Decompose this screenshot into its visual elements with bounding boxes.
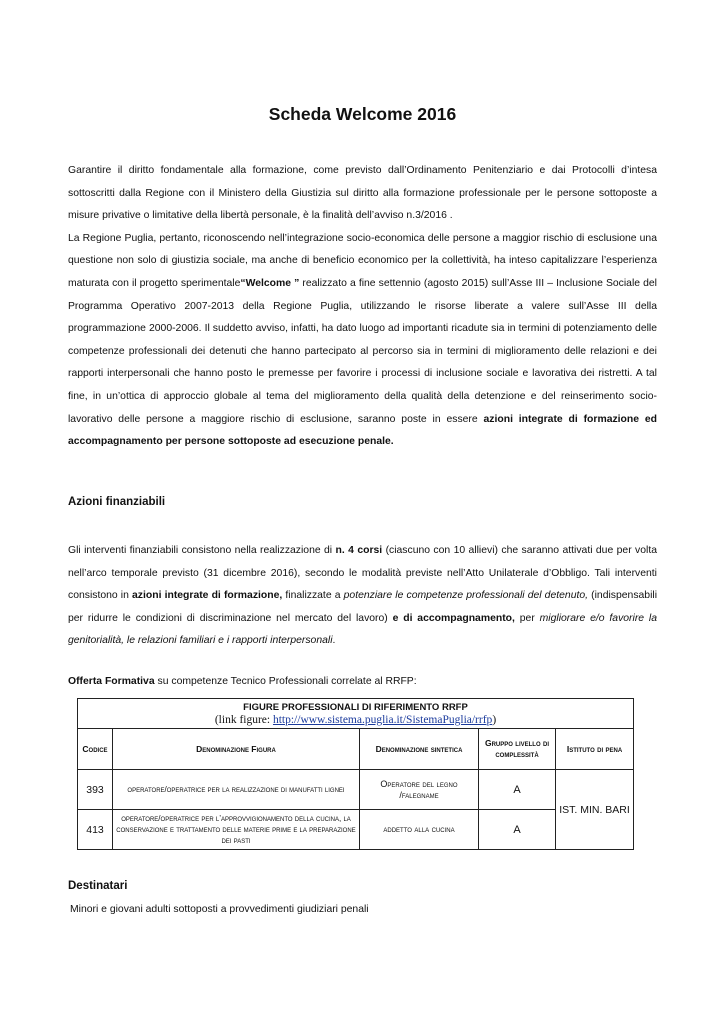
row-gruppo: A <box>479 810 556 850</box>
header-gruppo: Gruppo livello di complessità <box>479 729 556 770</box>
header-denominazione-sintetica: Denominazione sintetica <box>360 729 479 770</box>
row-codice: 413 <box>78 810 113 850</box>
table-title-row <box>78 699 634 729</box>
table-row <box>78 770 634 810</box>
link-suffix: ) <box>492 714 497 726</box>
text-span: . <box>332 635 336 647</box>
section-title-azioni: Azioni finanziabili <box>68 496 166 508</box>
section-title-destinatari: Destinatari <box>68 880 128 892</box>
destinatari-text: Minori e giovani adulti sottoposti a provvedimenti giudiziari penali <box>70 904 369 915</box>
offerta-text: su competenze Tecnico Professionali correlate al RRFP: <box>154 676 417 687</box>
row-gruppo: A <box>479 770 556 810</box>
offerta-formativa-line <box>68 676 417 687</box>
link-prefix: (link figure: <box>214 714 273 726</box>
text-span: finalizzate a <box>282 590 344 602</box>
offerta-label: Offerta Formativa <box>68 676 155 687</box>
intro-paragraph-1: Garantire il diritto fondamentale alla formazione, come previsto dall’Ordinamento Penitenziario e dai Protocolli d’intesa sottoscritti dalla Regione con il Ministero della Giustizia sul diritto alla formazione professionale per le persone sottoposte a misure privative o limitative della libertà personale, è la finalità dell’avviso n.3/2016 . <box>68 165 657 222</box>
italic-span: migliorare e/o favorire la genitorialità, le relazioni familiari e i rapporti interpersonali <box>68 612 657 647</box>
header-istituto: Istituto di pena <box>556 729 634 770</box>
intro-bold-conclusion: azioni integrate di formazione ed accompagnamento per persone sottoposte ad esecuzione penale. <box>68 413 657 448</box>
intro-text <box>68 160 657 454</box>
table-title-cell <box>78 699 634 729</box>
intro-text-span: La Regione Puglia, pertanto, riconoscendo nell’integrazione socio-economica delle persone a maggior rischio di esclusione una questione non solo di giustizia sociale, ma anche di beneficio economico per la collettività, ha inteso capitalizzare l’esperienza maturata con il progetto sperimentale <box>68 232 657 289</box>
rrfp-link[interactable]: http://www.sistema.puglia.it/SistemaPuglia/rrfp <box>272 714 493 726</box>
intro-text-span: realizzato a fine settennio (agosto 2015) sull’Asse III – Inclusione Sociale del Programma Operativo 2007-2013 della Regione Puglia, utilizzando le risorse liberate a valere sull’Asse III della programmazione 2000-2006. Il suddetto avviso, infatti, ha dato luogo ad importanti ricadute sia in termini di potenziamento delle competenze professionali dei detenuti che hanno partecipato al percorso sia in termini di miglioramento delle relazioni e dei rapporti interpersonali che hanno posto le premesse per favorire i processi di inclusione sociale e lavorativa dei ristretti. A tal fine, in un’ottica di approccio globale al tema del miglioramento della qualità della detenzione e del reinserimento socio-lavorativo delle persone a maggiore rischio di esclusione, saranno poste in essere <box>68 277 657 425</box>
bold-span: n. 4 corsi <box>335 545 383 556</box>
row-sintetica: Operatore del legno /falegname <box>360 770 479 810</box>
azioni-paragraph <box>68 540 657 653</box>
row-istituto: IST. MIN. BARI <box>556 770 634 850</box>
welcome-project-name: “Welcome ” <box>240 277 300 289</box>
header-codice: Codice <box>78 729 113 770</box>
text-span: per <box>514 612 540 624</box>
table-title: FIGURE PROFESSIONALI DI RIFERIMENTO RRFP <box>243 702 468 713</box>
page-title: Scheda Welcome 2016 <box>268 104 457 124</box>
row-figura: operatore/operatrice per la realizzazione di manufatti lignei <box>113 770 360 810</box>
table-link-line <box>81 714 630 727</box>
bold-span: azioni integrate di formazione, <box>132 590 283 602</box>
text-span: Gli interventi finanziabili consistono nella realizzazione di <box>68 545 336 556</box>
row-figura: operatore/operatrice per l’approvvigionamento della cucina, la conservazione e trattamento delle materie prime e la preparazione dei pasti <box>113 810 360 850</box>
header-denominazione-figura: Denominazione Figura <box>113 729 360 770</box>
table-row <box>78 810 634 850</box>
table-header-row <box>78 729 634 770</box>
row-codice: 393 <box>78 770 113 810</box>
bold-span: e di accompagnamento, <box>392 612 515 624</box>
figure-professionali-table <box>77 698 634 850</box>
italic-span: potenziare le competenze professionali del detenuto, <box>343 590 589 602</box>
row-sintetica: addetto alla cucina <box>360 810 479 850</box>
text-span: (ciascuno con 10 allievi) che saranno attivati due per volta nell’arco temporale previsto (31 dicembre 2016), secondo le modalità previste nell’Atto Unilaterale d’Obbligo. Tali interventi consistono in <box>68 545 658 602</box>
intro-paragraph-2 <box>68 228 657 454</box>
text-span: (indispensabili per ridurre le condizioni di discriminazione nel mercato del lavoro) <box>68 590 658 624</box>
